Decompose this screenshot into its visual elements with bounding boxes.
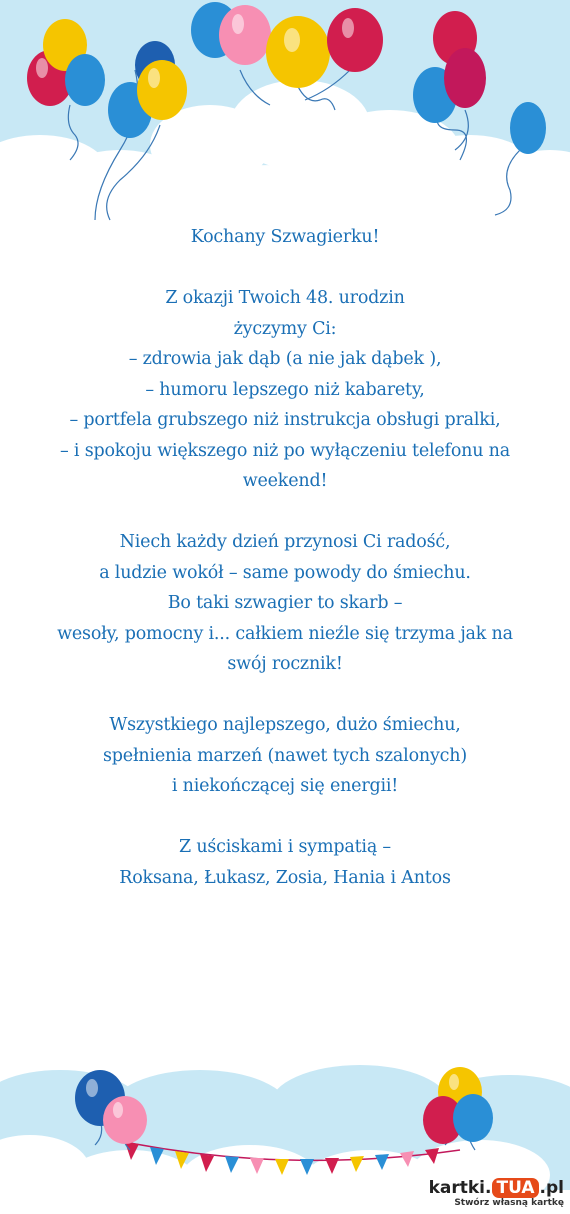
greeting-line: weekend! bbox=[242, 471, 328, 491]
greeting-line: swój rocznik! bbox=[227, 654, 343, 674]
greeting-line: Roksana, Łukasz, Zosia, Hania i Antos bbox=[119, 867, 451, 888]
greeting-line bbox=[30, 253, 540, 284]
greeting-line bbox=[30, 802, 540, 833]
logo-suffix: .pl bbox=[539, 1178, 564, 1198]
greeting-line: Kochany Szwagierku! bbox=[190, 227, 380, 247]
greeting-message bbox=[30, 222, 540, 893]
greeting-line bbox=[30, 680, 540, 711]
greeting-line: Z okazji Twoich 48. urodzin bbox=[165, 288, 405, 308]
greeting-line: – i spokoju większego niż po wyłączeniu telefonu na bbox=[60, 440, 510, 461]
greeting-line: a ludzie wokół – same powody do śmiechu. bbox=[99, 562, 471, 583]
logo-tagline: Stwórz własną kartkę bbox=[454, 1198, 564, 1208]
greeting-line bbox=[30, 497, 540, 528]
greeting-line: życzymy Ci: bbox=[233, 318, 337, 339]
logo-prefix: kartki. bbox=[428, 1178, 492, 1198]
kartki-tua-logo[interactable] bbox=[429, 1178, 564, 1208]
greeting-line: Bo taki szwagier to skarb – bbox=[167, 593, 403, 613]
greeting-line: – zdrowia jak dąb (a nie jak dąbek ), bbox=[128, 349, 442, 369]
greeting-line: i niekończącej się energii! bbox=[171, 776, 399, 796]
greeting-line: – portfela grubszego niż instrukcja obsługi pralki, bbox=[69, 410, 501, 430]
greeting-line: wesoły, pomocny i... całkiem nieźle się trzyma jak na bbox=[57, 623, 513, 644]
greeting-line: spełnienia marzeń (nawet tych szalonych) bbox=[103, 745, 467, 766]
logo-text bbox=[429, 1178, 564, 1198]
greeting-line: Niech każdy dzień przynosi Ci radość, bbox=[119, 532, 451, 552]
greeting-line: – humoru lepszego niż kabarety, bbox=[145, 379, 425, 400]
greeting-line: Wszystkiego najlepszego, dużo śmiechu, bbox=[109, 715, 461, 735]
balloons-clouds-top bbox=[0, 0, 570, 260]
greeting-line: Z uściskami i sympatią – bbox=[179, 837, 391, 857]
logo-highlight: TUA bbox=[492, 1178, 538, 1198]
